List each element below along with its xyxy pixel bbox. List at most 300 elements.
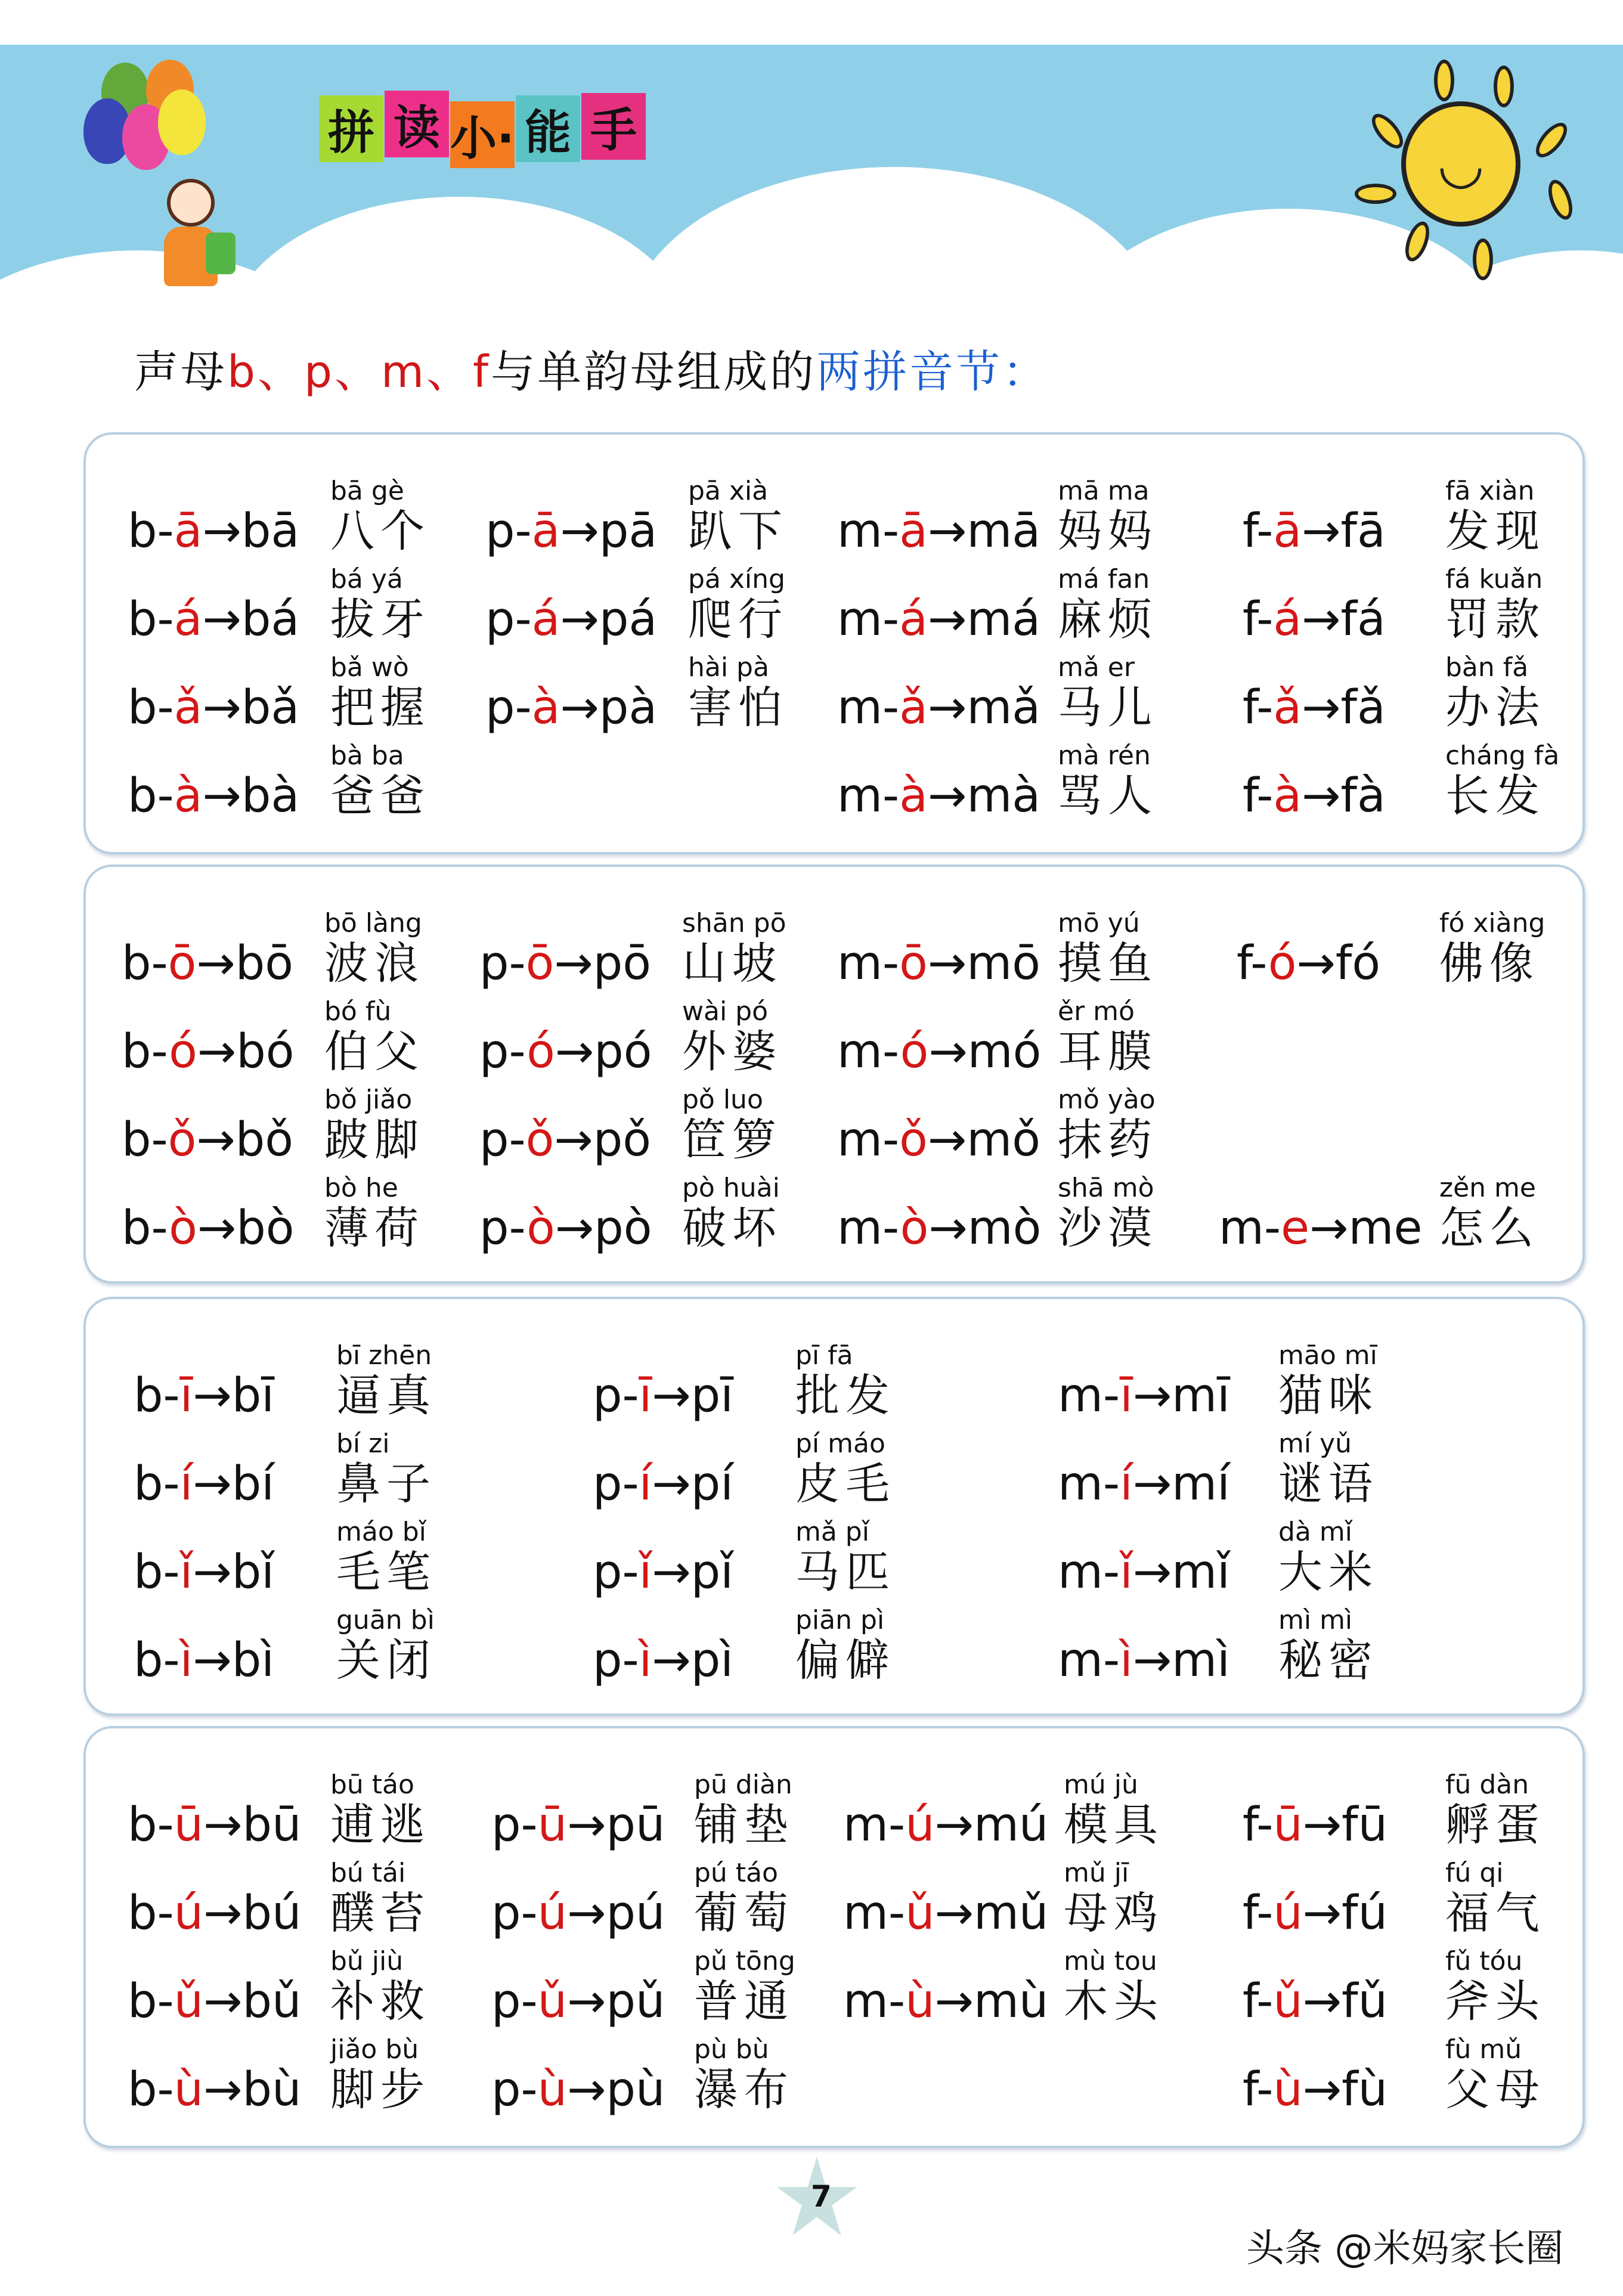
result-syllable: pú [606, 1886, 665, 1940]
banner-title [319, 95, 647, 166]
syllable-box-u [83, 1726, 1585, 2148]
syllable-box-o [83, 865, 1585, 1284]
vowel: á [1273, 593, 1302, 646]
initial: p [485, 681, 515, 735]
result-syllable: bó [236, 1025, 295, 1079]
initial: m [1058, 1369, 1103, 1423]
word-pinyin: pā xià [688, 476, 769, 506]
syllable-formula: m-ú→mú [843, 1798, 1049, 1852]
vowel: ō [168, 937, 197, 990]
word-pinyin: mì mì [1278, 1605, 1353, 1635]
arrow-icon: → [554, 1113, 593, 1167]
initial: b [134, 1545, 163, 1599]
word-pinyin: jiǎo bù [330, 2034, 419, 2065]
syllable-formula: f-ù→fù [1243, 2063, 1388, 2117]
balloon-icon [158, 89, 206, 155]
result-syllable: fà [1340, 769, 1386, 823]
syllable-formula: p-ó→pó [479, 1025, 652, 1079]
initial: b [128, 681, 157, 735]
syllable-formula: p-ō→pō [479, 937, 651, 990]
word-hanzi: 伯父 [324, 1026, 425, 1077]
word-hanzi: 佛像 [1439, 938, 1540, 989]
word-pinyin: fā xiàn [1445, 476, 1535, 506]
vowel: ǔ [174, 1975, 204, 2028]
arrow-icon: → [1302, 681, 1341, 735]
word-hanzi: 逼真 [336, 1370, 436, 1421]
word-pinyin: pù bù [694, 2034, 769, 2065]
word-pinyin: wài pó [682, 996, 769, 1027]
word-pinyin: mō yú [1058, 908, 1140, 938]
banner-tile: 读 [385, 91, 449, 157]
arrow-icon: → [927, 937, 967, 990]
syllable-formula: b-ó→bó [122, 1025, 295, 1079]
result-syllable: pí [690, 1457, 733, 1511]
word-hanzi: 麻烦 [1058, 594, 1158, 645]
word-hanzi: 谜语 [1278, 1458, 1379, 1510]
word-hanzi: 耳膜 [1058, 1026, 1158, 1077]
vowel: ā [1273, 504, 1302, 558]
arrow-icon: → [1302, 1886, 1342, 1940]
arrow-icon: → [1132, 1545, 1172, 1599]
initial: b [128, 1975, 157, 2028]
syllable-formula: b-ā→bā [128, 504, 300, 558]
initial: b [122, 937, 151, 990]
word-pinyin: pá xíng [688, 564, 785, 594]
result-syllable: bì [231, 1634, 274, 1687]
word-pinyin: shān pō [682, 908, 786, 938]
result-syllable: bō [235, 937, 293, 990]
initial: m [837, 1113, 882, 1167]
vowel: ō [525, 937, 555, 990]
word-hanzi: 外婆 [682, 1026, 782, 1077]
word-pinyin: pī fā [795, 1340, 853, 1371]
word-hanzi: 皮毛 [795, 1458, 896, 1510]
syllable-formula: f-ǎ→fǎ [1243, 681, 1386, 735]
initial: b [134, 1634, 163, 1687]
initial: p [491, 1886, 521, 1940]
arrow-icon: → [567, 1886, 606, 1940]
word-hanzi: 脚步 [330, 2064, 430, 2115]
syllable-formula: p-ù→pù [491, 2063, 665, 2117]
word-hanzi: 铺垫 [694, 1799, 794, 1851]
word-hanzi: 模具 [1064, 1799, 1164, 1851]
word-hanzi: 鼻子 [336, 1458, 436, 1510]
syllable-formula: m-ǔ→mǔ [843, 1886, 1049, 1940]
syllable-formula: b-ù→bù [128, 2063, 302, 2117]
result-syllable: mò [967, 1201, 1042, 1255]
vowel: ù [174, 2063, 204, 2117]
initial: p [479, 1113, 509, 1167]
arrow-icon: → [203, 2063, 243, 2117]
arrow-icon: → [1132, 1369, 1172, 1423]
arrow-icon: → [560, 681, 599, 735]
arrow-icon: → [567, 2063, 606, 2117]
word-pinyin: fǔ tóu [1445, 1946, 1523, 1976]
initial: f [1243, 593, 1257, 646]
word-pinyin: fó xiàng [1439, 908, 1545, 938]
syllable-formula: f-à→fà [1243, 769, 1386, 823]
word-hanzi: 偏僻 [795, 1635, 896, 1686]
syllable-formula: b-ò→bò [122, 1201, 295, 1255]
vowel: ú [1273, 1886, 1303, 1940]
vowel: à [174, 769, 203, 823]
arrow-icon: → [927, 504, 967, 558]
vowel: ú [905, 1798, 935, 1852]
arrow-icon: → [203, 1975, 243, 2028]
vowel: ǔ [537, 1975, 568, 2028]
heading-initials: b、p、m、f [227, 346, 491, 398]
arrow-icon: → [1132, 1457, 1172, 1511]
initial: m [843, 1798, 888, 1852]
word-hanzi: 马匹 [795, 1547, 896, 1598]
vowel: ǐ [179, 1545, 193, 1599]
arrow-icon: → [203, 1798, 243, 1852]
syllable-formula: b-ǒ→bǒ [122, 1113, 293, 1167]
vowel: ì [639, 1634, 652, 1687]
arrow-icon: → [555, 1201, 594, 1255]
word-hanzi: 妈妈 [1058, 506, 1158, 557]
vowel: ù [1273, 2063, 1303, 2117]
syllable-formula: m-ǒ→mǒ [837, 1113, 1040, 1167]
vowel: ǔ [1273, 1975, 1303, 2028]
word-hanzi: 骂人 [1058, 770, 1158, 822]
word-pinyin: mǔ jī [1064, 1858, 1129, 1888]
initial: m [1058, 1457, 1103, 1511]
syllable-formula: m-ā→mā [837, 504, 1041, 558]
arrow-icon: → [202, 769, 241, 823]
watermark: 头条 @米妈家长圈 [1246, 2227, 1564, 2271]
banner-tile: 能 [516, 95, 580, 162]
word-pinyin: pǒ luo [682, 1085, 763, 1115]
syllable-formula: b-ō→bō [122, 937, 293, 990]
vowel: ī [179, 1369, 193, 1423]
initial: b [128, 504, 157, 558]
syllable-formula: m-á→má [837, 593, 1041, 646]
initial: b [134, 1457, 163, 1511]
word-pinyin: shā mò [1058, 1173, 1154, 1203]
vowel: ǐ [639, 1545, 652, 1599]
vowel: ì [1120, 1634, 1133, 1687]
result-syllable: bǎ [241, 681, 300, 735]
vowel: ú [537, 1886, 568, 1940]
word-hanzi: 沙漠 [1058, 1203, 1158, 1254]
syllable-formula: m-í→mí [1058, 1457, 1230, 1511]
word-hanzi: 跛脚 [324, 1114, 425, 1166]
result-syllable: fó [1335, 937, 1381, 990]
heading-middle: 与单韵母组成的 [491, 346, 817, 398]
arrow-icon: → [196, 1113, 236, 1167]
vowel: ì [179, 1634, 193, 1687]
word-hanzi: 毛笔 [336, 1547, 436, 1598]
arrow-icon: → [202, 593, 241, 646]
vowel: ó [169, 1025, 197, 1079]
result-syllable: mǒ [967, 1113, 1040, 1167]
vowel: ú [174, 1886, 204, 1940]
word-pinyin: bí zi [336, 1429, 390, 1459]
word-pinyin: fú qi [1445, 1858, 1504, 1888]
initial: f [1243, 681, 1257, 735]
initial: p [593, 1545, 622, 1599]
arrow-icon: → [193, 1634, 232, 1687]
syllable-formula: m-ǐ→mǐ [1058, 1545, 1230, 1599]
word-pinyin: bò he [324, 1173, 398, 1203]
word-pinyin: māo mī [1278, 1340, 1377, 1371]
result-syllable: pǒ [593, 1113, 651, 1167]
word-pinyin: piān pì [795, 1605, 885, 1635]
word-hanzi: 葡萄 [694, 1888, 794, 1939]
result-syllable: pū [606, 1798, 665, 1852]
vowel: à [531, 681, 560, 735]
word-hanzi: 拔牙 [330, 594, 430, 645]
result-syllable: me [1348, 1201, 1423, 1255]
word-hanzi: 福气 [1445, 1888, 1545, 1939]
result-syllable: mī [1172, 1369, 1230, 1423]
initial: m [837, 1025, 882, 1079]
word-hanzi: 马儿 [1058, 682, 1158, 733]
word-pinyin: dà mǐ [1278, 1517, 1352, 1547]
initial: p [479, 937, 509, 990]
vowel: í [1120, 1457, 1133, 1511]
word-hanzi: 猫咪 [1278, 1370, 1379, 1421]
arrow-icon: → [197, 1201, 237, 1255]
vowel: í [179, 1457, 193, 1511]
vowel: ò [900, 1201, 929, 1255]
result-syllable: bǔ [242, 1975, 302, 2028]
result-syllable: pá [599, 593, 658, 646]
initial: b [128, 769, 157, 823]
word-pinyin: fù mǔ [1445, 2034, 1522, 2065]
vowel: ǐ [1120, 1545, 1133, 1599]
result-syllable: mì [1172, 1634, 1230, 1687]
syllable-formula: p-ū→pū [491, 1798, 665, 1852]
word-pinyin: mǒ yào [1058, 1085, 1156, 1115]
syllable-formula: b-ǐ→bǐ [134, 1545, 274, 1599]
arrow-icon: → [934, 1975, 974, 2028]
vowel: e [1281, 1201, 1310, 1255]
result-syllable: pǔ [606, 1975, 665, 2028]
initial: b [128, 593, 157, 646]
result-syllable: fǔ [1342, 1975, 1388, 2028]
word-pinyin: pí máo [795, 1429, 885, 1459]
initial: m [837, 504, 882, 558]
word-pinyin: bàn fǎ [1445, 652, 1529, 683]
syllable-formula: m-ù→mù [843, 1975, 1049, 2028]
initial: p [593, 1369, 622, 1423]
arrow-icon: → [555, 1025, 594, 1079]
vowel: ǒ [899, 1113, 928, 1167]
vowel: ī [639, 1369, 652, 1423]
vowel: á [899, 593, 928, 646]
vowel: ǔ [905, 1886, 935, 1940]
initial: b [128, 1798, 157, 1852]
arrow-icon: → [928, 1201, 968, 1255]
word-hanzi: 父母 [1445, 2064, 1545, 2115]
initial: p [479, 1025, 509, 1079]
syllable-formula: b-ǎ→bǎ [128, 681, 300, 735]
word-hanzi: 瀑布 [694, 2064, 794, 2115]
initial: f [1243, 769, 1257, 823]
word-pinyin: bú tái [330, 1858, 406, 1888]
vowel: ǒ [525, 1113, 555, 1167]
result-syllable: bò [236, 1201, 295, 1255]
syllable-formula: b-ī→bī [134, 1369, 274, 1423]
syllable-formula: p-ǒ→pǒ [479, 1113, 651, 1167]
arrow-icon: → [652, 1457, 691, 1511]
arrow-icon: → [567, 1975, 606, 2028]
banner-tile: 小· [450, 101, 515, 168]
arrow-icon: → [193, 1545, 232, 1599]
initial: m [1058, 1545, 1103, 1599]
initial: m [837, 681, 882, 735]
arrow-icon: → [1296, 937, 1336, 990]
vowel: ó [900, 1025, 929, 1079]
result-syllable: fú [1342, 1886, 1388, 1940]
initial: m [843, 1886, 888, 1940]
vowel: ǎ [1273, 681, 1302, 735]
syllable-formula: f-ū→fū [1243, 1798, 1388, 1852]
syllable-formula: m-ī→mī [1058, 1369, 1230, 1423]
word-hanzi: 关闭 [336, 1635, 436, 1686]
banner-tile: 拼 [319, 95, 383, 162]
word-pinyin: pǔ tōng [694, 1946, 795, 1976]
heading-suffix: ： [1002, 346, 1049, 398]
syllable-formula: p-ú→pú [491, 1886, 665, 1940]
word-hanzi: 斧头 [1445, 1976, 1545, 2027]
initial: p [485, 504, 515, 558]
arrow-icon: → [652, 1369, 691, 1423]
result-syllable: mú [973, 1798, 1049, 1852]
result-syllable: mù [973, 1975, 1049, 2028]
syllable-formula: p-ǔ→pǔ [491, 1975, 665, 2028]
initial: m [843, 1975, 888, 2028]
vowel: ò [169, 1201, 197, 1255]
syllable-formula: b-ǔ→bǔ [128, 1975, 302, 2028]
word-pinyin: mǎ pǐ [795, 1517, 869, 1547]
initial: f [1243, 1798, 1257, 1852]
result-syllable: fā [1340, 504, 1386, 558]
word-pinyin: ěr mó [1058, 996, 1135, 1027]
vowel: ū [1273, 1798, 1303, 1852]
vowel: ó [1268, 937, 1297, 990]
result-syllable: pō [593, 937, 651, 990]
word-hanzi: 破坏 [682, 1203, 782, 1254]
initial: m [837, 593, 882, 646]
word-pinyin: mǎ er [1058, 652, 1135, 683]
result-syllable: fù [1342, 2063, 1388, 2117]
word-pinyin: fá kuǎn [1445, 564, 1543, 594]
word-pinyin: bī zhēn [336, 1340, 432, 1371]
word-hanzi: 笸箩 [682, 1114, 782, 1166]
result-syllable: pì [690, 1634, 733, 1687]
syllable-formula: b-ū→bū [128, 1798, 302, 1852]
word-pinyin: bà ba [330, 740, 404, 771]
vowel: à [899, 769, 928, 823]
page-heading [134, 337, 1049, 400]
word-pinyin: bū táo [330, 1770, 414, 1800]
vowel: á [531, 593, 560, 646]
result-syllable: bā [241, 504, 300, 558]
initial: p [479, 1201, 509, 1255]
vowel: ā [531, 504, 560, 558]
initial: b [134, 1369, 163, 1423]
result-syllable: pǐ [690, 1545, 733, 1599]
vowel: ī [1120, 1369, 1133, 1423]
result-syllable: bá [241, 593, 300, 646]
word-pinyin: pú táo [694, 1858, 778, 1888]
arrow-icon: → [1302, 769, 1341, 823]
syllable-formula: m-ō→mō [837, 937, 1040, 990]
initial: b [122, 1025, 151, 1079]
heading-prefix: 声母 [134, 346, 227, 398]
word-hanzi: 罚款 [1445, 594, 1545, 645]
word-pinyin: mù tou [1064, 1946, 1157, 1976]
initial: p [491, 1798, 521, 1852]
word-pinyin: bǔ jiù [330, 1946, 404, 1976]
result-syllable: bǒ [235, 1113, 293, 1167]
result-syllable: fū [1342, 1798, 1388, 1852]
word-pinyin: cháng fà [1445, 740, 1560, 771]
initial: p [593, 1634, 622, 1687]
syllable-formula: p-í→pí [593, 1457, 733, 1511]
word-pinyin: má fan [1058, 564, 1150, 594]
arrow-icon: → [927, 769, 967, 823]
word-hanzi: 逋逃 [330, 1799, 430, 1851]
arrow-icon: → [197, 1025, 237, 1079]
vowel: ǒ [168, 1113, 197, 1167]
result-syllable: mǔ [973, 1886, 1049, 1940]
result-syllable: mā [967, 504, 1041, 558]
arrow-icon: → [202, 681, 241, 735]
syllable-formula: b-á→bá [128, 593, 300, 646]
initial: p [491, 1975, 521, 2028]
result-syllable: pà [599, 681, 658, 735]
word-pinyin: mú jù [1064, 1770, 1138, 1800]
word-hanzi: 秘密 [1278, 1635, 1379, 1686]
word-hanzi: 母鸡 [1064, 1888, 1164, 1939]
result-syllable: bǐ [231, 1545, 274, 1599]
arrow-icon: → [927, 681, 967, 735]
syllable-formula: m-e→me [1219, 1201, 1423, 1255]
arrow-icon: → [193, 1369, 232, 1423]
girl-illustration [149, 179, 239, 298]
vowel: ù [537, 2063, 568, 2117]
initial: m [837, 1201, 882, 1255]
initial: m [1058, 1634, 1103, 1687]
arrow-icon: → [1302, 2063, 1342, 2117]
initial: p [593, 1457, 622, 1511]
vowel: ǎ [899, 681, 928, 735]
vowel: ū [537, 1798, 568, 1852]
initial: b [128, 1886, 157, 1940]
vowel: á [174, 593, 203, 646]
arrow-icon: → [203, 1886, 243, 1940]
word-hanzi: 木头 [1064, 1976, 1164, 2027]
arrow-icon: → [1132, 1634, 1172, 1687]
word-pinyin: bǒ jiǎo [324, 1085, 413, 1115]
syllable-formula: m-ǎ→mǎ [837, 681, 1041, 735]
word-pinyin: guān bì [336, 1605, 435, 1635]
result-syllable: mó [967, 1025, 1042, 1079]
arrow-icon: → [202, 504, 241, 558]
banner-tile: 手 [581, 93, 646, 160]
result-syllable: bú [242, 1886, 302, 1940]
syllable-formula: b-à→bà [128, 769, 300, 823]
arrow-icon: → [567, 1798, 606, 1852]
word-hanzi: 普通 [694, 1976, 794, 2027]
result-syllable: pò [594, 1201, 652, 1255]
initial: f [1243, 1975, 1257, 2028]
syllable-formula: m-ó→mó [837, 1025, 1042, 1079]
